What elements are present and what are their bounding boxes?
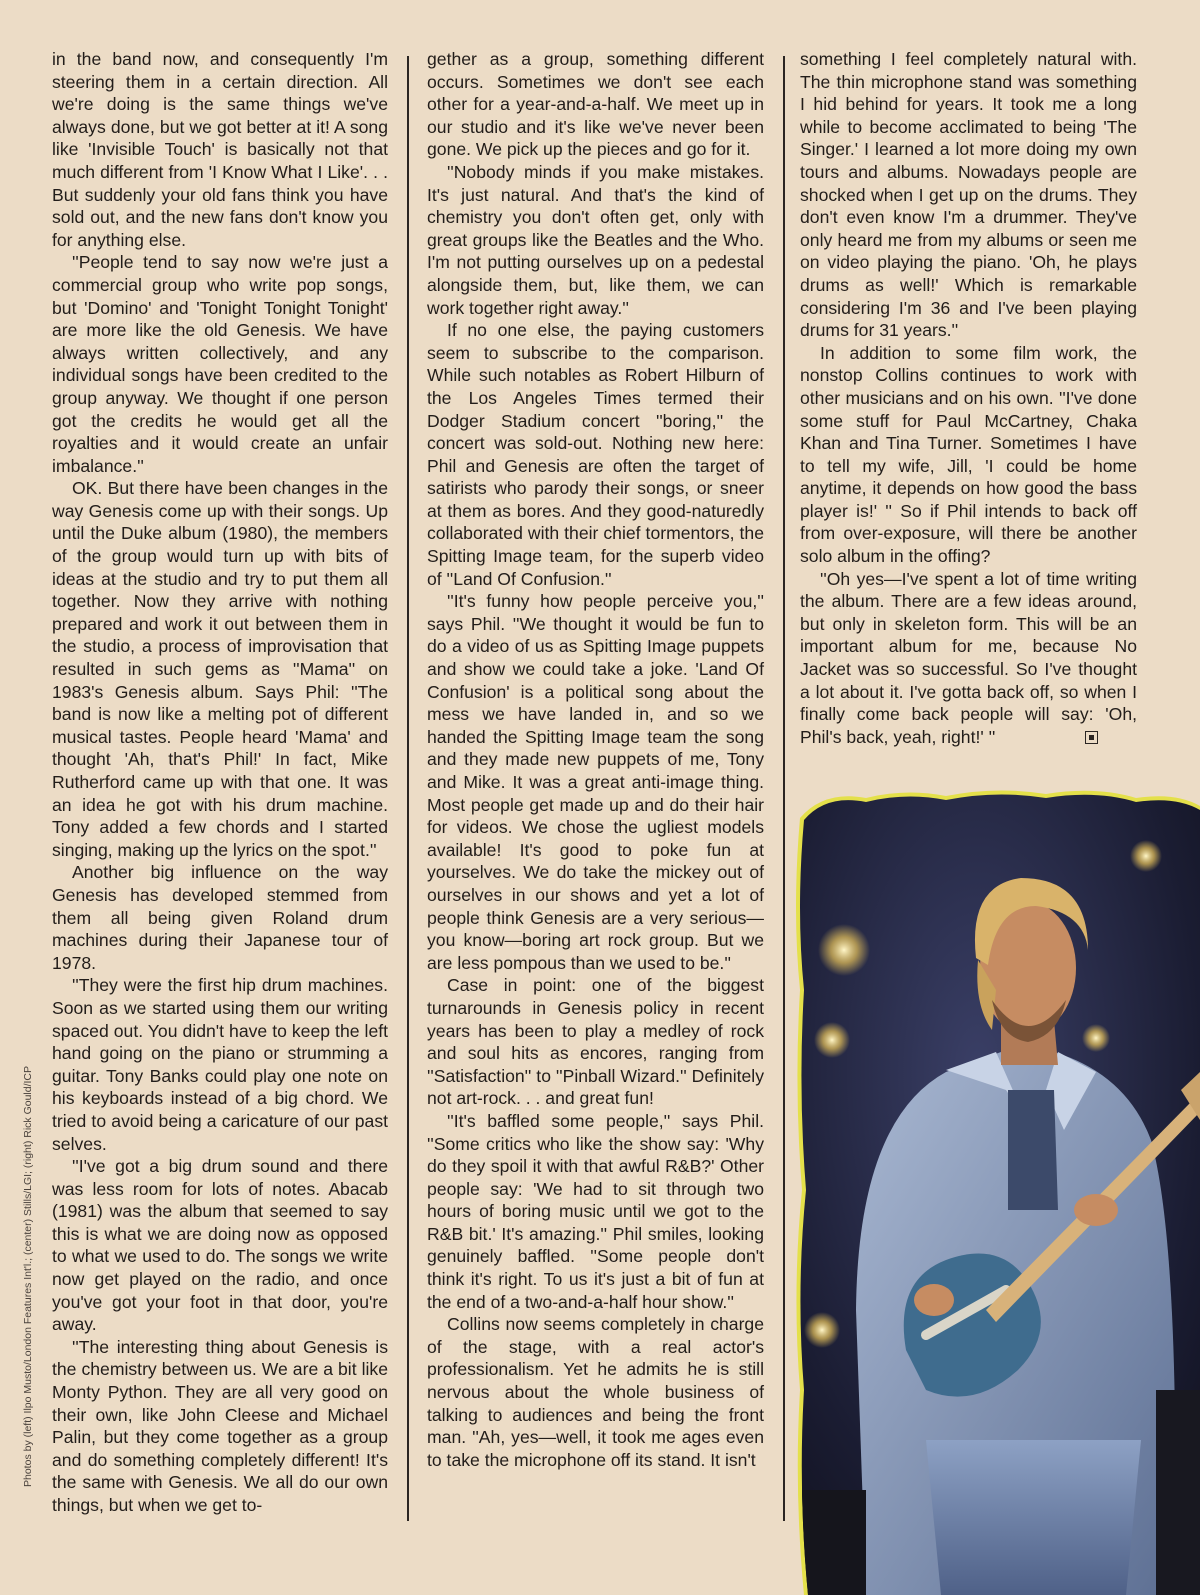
paragraph: gether as a group, something different occurs. Sometimes we don't see each other for a year-and-a-half. We meet up in our studio and it's like we've never been gone. We pick up the pieces and go for it. [427, 49, 764, 160]
paragraph: OK. But there have been changes in the way Genesis come up with their songs. Up until the Duke album (1980), the members of the group would turn up with bits of ideas at the studio and try to put them all together. Now they arrive with nothing prepared and work it out between them in the studio, a process of improvisation that resulted in such gems as ''Mama'' on 1983's Genesis album. Says Phil: ''The band is now like a melting pot of different musical tastes. People heard 'Mama' and thought 'Ah, that's Phil!' In fact, Mike Rutherford came up with that one. It was an idea he got with his drum machine. Tony added a few chords and I started singing, making up the lyrics on the spot.'' [52, 478, 388, 860]
column-rule-left [407, 56, 409, 1521]
paragraph: ''The interesting thing about Genesis is the chemistry between us. We are a bit like Monty Python. They are all very good on their own, like John Cleese and Michael Palin, but they come together as a group and do something completely different! It's the same with Genesis. We all do our own things, but when we get to- [52, 1336, 388, 1515]
article-column-1 [52, 48, 388, 1517]
paragraph: in the band now, and consequently I'm steering them in a certain direction. All we're doing is the same things we've always done, but we got better at it! A song like 'Invisible Touch' is basically not that much different from 'I Know What I Like'. . . But suddenly your old fans think you have sold out, and the new fans don't know you for anything else. [52, 49, 388, 250]
paragraph: ''They were the first hip drum machines. Soon as we started using them our writing spaced out. You didn't have to keep the left hand going on the piano or strumming a guitar. Tony Banks could play one note on his keyboards instead of a big chord. We tried to avoid being a caricature of our past selves. [52, 975, 388, 1154]
paragraph: If no one else, the paying customers seem to subscribe to the comparison. While such notables as Robert Hilburn of the Los Angeles Times termed their Dodger Stadium concert ''boring,'' the concert was sold-out. Nothing new here: Phil and Genesis are often the target of satirists who parody their songs, or sneer at them as bores. And they good-naturedly collaborated with their chief tormentors, the Spitting Image team, for the superb video of ''Land Of Confusion.'' [427, 320, 764, 589]
paragraph: something I feel completely natural with. The thin microphone stand was something I hid behind for years. It took me a long while to become acclimated to being 'The Singer.' I learned a lot more doing my own tours and albums. Nowadays people are shocked when I get up on the drums. They don't even know I'm a drummer. They've only heard me from my albums or seen me on video playing the piano. 'Oh, he plays drums as well!' Which is remarkable considering I'm 36 and I've been playing drums for 31 years.'' [800, 49, 1137, 341]
column-rule-right [783, 56, 785, 1521]
paragraph: ''I've got a big drum sound and there was less room for lots of notes. Abacab (1981) was the album that seemed to say this is what we are doing now as opposed to what we used to do. The songs we write now get played on the radio, and once you've got your foot in that door, you're away. [52, 1156, 388, 1335]
paragraph [800, 568, 1137, 749]
paragraph: ''It's funny how people perceive you,'' says Phil. ''We thought it would be fun to do a video of us as Spitting Image puppets and show we could take a joke. 'Land Of Confusion' is a political song about the mess we have landed in, and so we handed the Spitting Image team the song and they made new puppets of me, Tony and Mike. It was a great anti-image thing. Most people get made up and do their hair for videos. We chose the ugliest models available! It's good to poke fun at yourselves. We do take the mickey out of ourselves in our shows and yet a lot of people think Genesis are a very serious—you know—boring art rock group. But we are less pompous than we used to be.'' [427, 591, 764, 973]
paragraph-text: ''Oh yes—I've spent a lot of time writing the album. There are a few ideas around, but only in skeleton form. This will be an important album for me, because No Jacket was so successful. So I've thought a lot about it. I've gotta back off, so when I finally come back people will say: 'Oh, Phil's back, yeah, right!' '' [800, 568, 1137, 747]
paragraph: Another big influence on the way Genesis has developed stemmed from them all being given Roland drum machines during their Japanese tour of 1978. [52, 862, 388, 973]
paragraph: Collins now seems completely in charge of the stage, with a real actor's professionalism. Yet he admits he is still nervous about the whole business of talking to audiences and being the front man. ''Ah, yes—well, it took me ages even to take the microphone off its stand. It isn't [427, 1314, 764, 1470]
article-column-2 [427, 48, 764, 1471]
photo-credit: Photos by (left) Ilpo Musto/London Features Int'l.; (center) Stills/LGI; (right) Rick Gould/ICP [22, 1065, 34, 1487]
paragraph: ''People tend to say now we're just a commercial group who write pop songs, but 'Domino' and 'Tonight Tonight Tonight' are more like the old Genesis. We have always written collectively, and any individual songs have been credited to the group anyway. We thought if one person got the credits he would get all the royalties and it would create an unfair imbalance.'' [52, 252, 388, 476]
paragraph: Case in point: one of the biggest turnarounds in Genesis policy in recent years has been to play a medley of rock and soul hits as encores, ranging from ''Satisfaction'' to ''Pinball Wizard.'' Definitely not art-rock. . . and great fun! [427, 975, 764, 1109]
paragraph: ''It's baffled some people,'' says Phil. ''Some critics who like the show say: 'Why do they spoil it with that awful R&B?' Other people say: 'We had to sit through two hours of boring music until we got to the R&B bit.' It's amazing.'' Phil smiles, looking genuinely baffled. ''Some people don't think it's right. To us it's just a bit of fun at the end of a two-and-a-half hour show.'' [427, 1110, 764, 1312]
paragraph: ''Nobody minds if you make mistakes. It's just natural. And that's the kind of chemistry you don't often get, only with great groups like the Beatles and the Who. I'm not putting ourselves up on a pedestal alongside them, but, like them, we can work together right away.'' [427, 161, 764, 318]
paragraph: In addition to some film work, the nonstop Collins continues to work with other musicians and on his own. ''I've done some stuff for Paul McCartney, Chaka Khan and Tina Turner. Sometimes I have to tell my wife, Jill, 'I could be home anytime, it depends on how good the bass player is!' '' So if Phil intends to back off from over-exposure, will there be another solo album in the offing? [800, 342, 1137, 567]
guitarist-photo [796, 790, 1200, 1595]
end-of-article-mark-icon [1085, 731, 1098, 744]
article-column-3 [800, 48, 1137, 748]
